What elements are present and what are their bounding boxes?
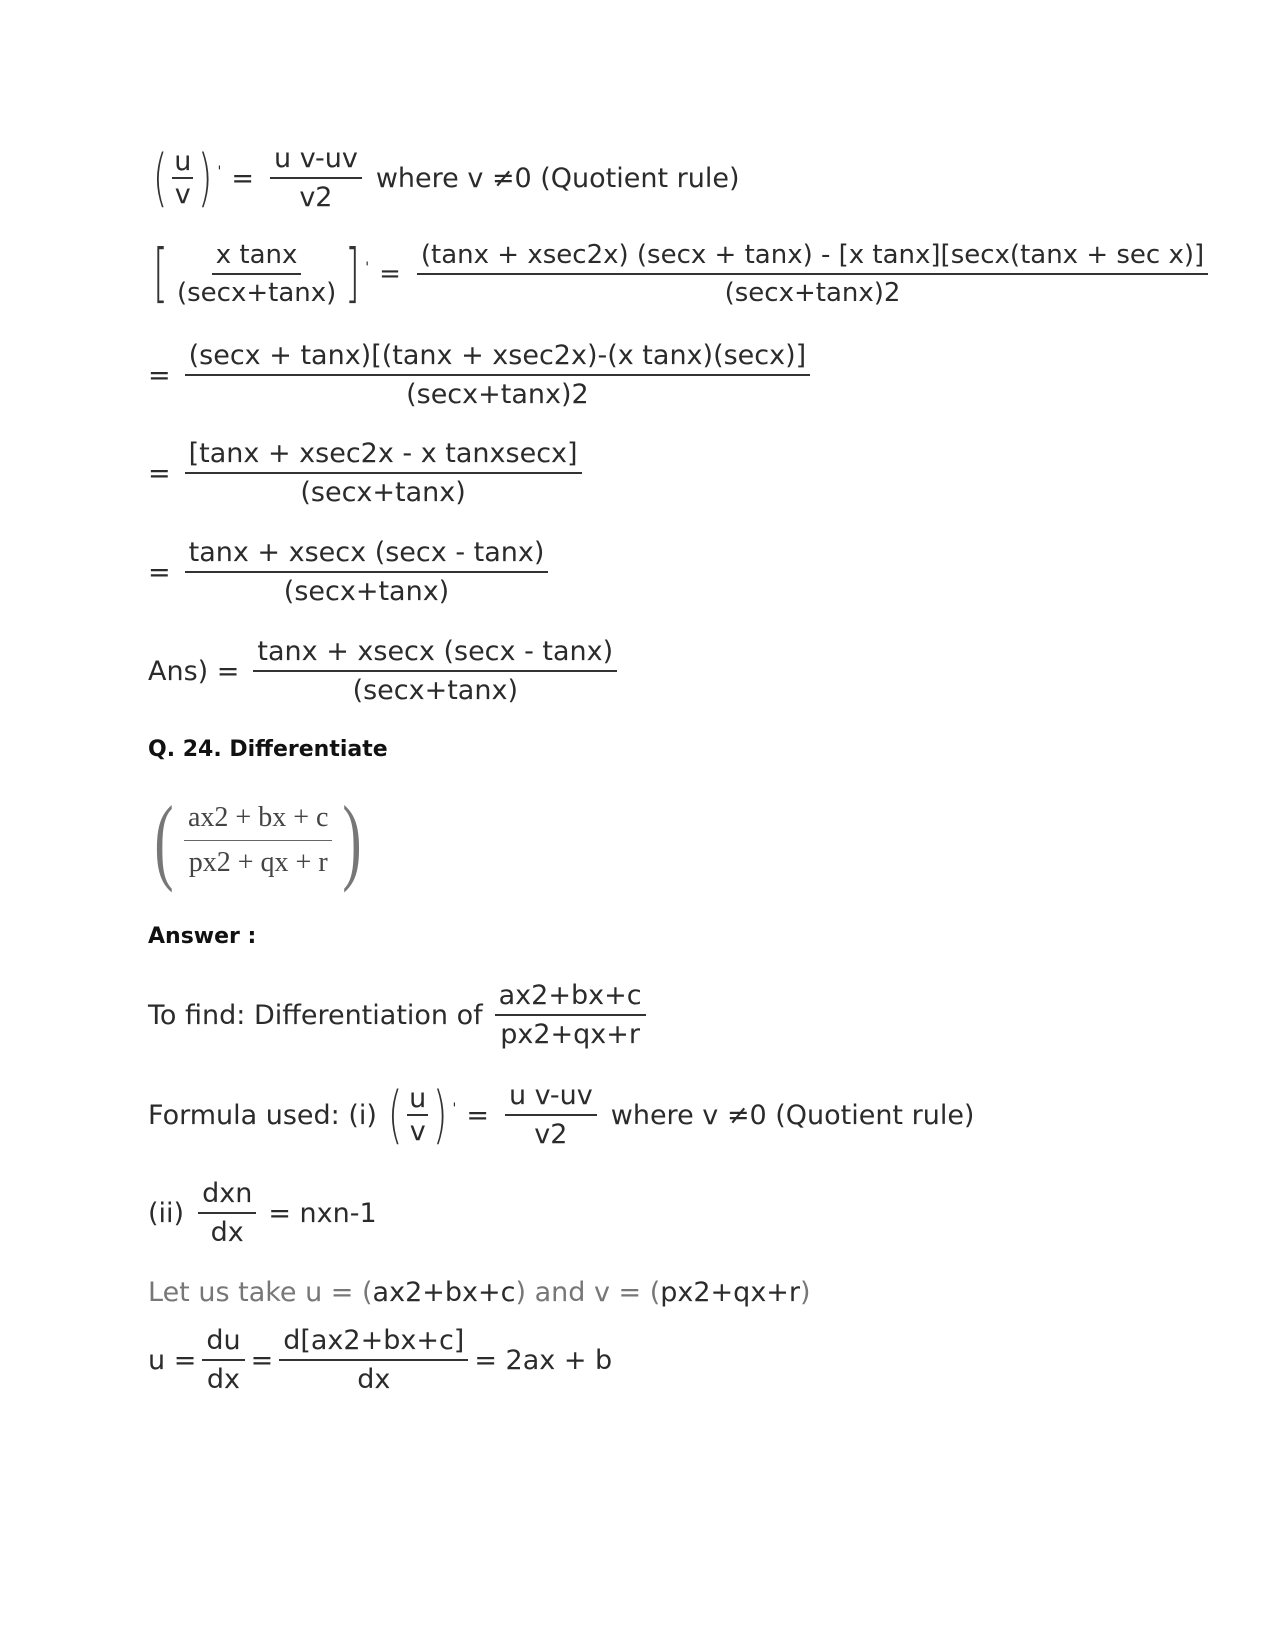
u-prime-lhs: u = <box>148 1344 197 1376</box>
formula1-rhs-numerator: u v-uv <box>505 1080 597 1116</box>
question-numerator: ax2 + bx + c <box>184 802 332 841</box>
let-text-3: ) <box>800 1277 811 1308</box>
to-find-denominator: px2+qx+r <box>500 1019 640 1050</box>
formula1-lhs-numerator: u <box>409 1083 427 1114</box>
question-denominator: px2 + qx + r <box>188 846 328 878</box>
to-find-numerator: ax2+bx+c <box>495 980 646 1016</box>
let-line <box>148 1277 811 1308</box>
formula2-rhs: = nxn-1 <box>268 1197 377 1229</box>
question-heading: Q. 24. Differentiate <box>148 737 388 762</box>
equals-sign: = <box>379 259 401 289</box>
answer-numerator: tanx + xsecx (secx - tanx) <box>253 636 617 672</box>
rhs-numerator: u v-uv <box>270 143 362 179</box>
step3-numerator: [tanx + xsec2x - x tanxsecx] <box>185 438 582 474</box>
formula1-note: where v ≠0 (Quotient rule) <box>610 1099 975 1131</box>
lhs-numerator: u <box>174 146 192 177</box>
equals-sign: = <box>231 162 255 194</box>
quotient-rule-note: where v ≠0 (Quotient rule) <box>375 162 740 194</box>
u-prime-result: = 2ax + b <box>474 1344 613 1376</box>
derivative-step-2 <box>148 340 816 410</box>
derivative-step-4 <box>148 537 554 607</box>
let-text-1: Let us take u = ( <box>148 1277 373 1308</box>
to-find-line <box>148 980 652 1050</box>
derivative-step-3 <box>148 438 588 508</box>
question-expression: ( $\frac{ax2 + bx + c}{px2 + qx + r}$ ) <box>154 786 362 893</box>
formula1-rhs-denominator: v2 <box>534 1119 568 1150</box>
step2-denominator: (secx+tanx)2 <box>406 379 589 410</box>
answer-label: Ans) = <box>148 655 240 687</box>
u-expression: ax2+bx+c <box>372 1277 516 1308</box>
step1-lhs-denominator: (secx+tanx) <box>176 278 337 308</box>
step1-lhs-numerator: x tanx <box>212 240 302 275</box>
quotient-rule-line: ( $\frac{u}{v}$ ) ' = $\frac{\text{u v-uv}}{v2}$ where v ≠0 (Quotient rule) <box>152 141 740 214</box>
answer-line <box>148 636 623 706</box>
equals-sign: = <box>250 1344 274 1376</box>
answer-denominator: (secx+tanx) <box>352 675 518 706</box>
step4-numerator: tanx + xsecx (secx - tanx) <box>185 537 549 573</box>
u-prime-line <box>148 1325 612 1395</box>
step4-denominator: (secx+tanx) <box>283 576 450 607</box>
v-expression: px2+qx+r <box>660 1277 801 1308</box>
derivative-numerator: d[ax2+bx+c] <box>279 1325 468 1361</box>
to-find-label: To find: Differentiation of <box>148 999 483 1031</box>
step3-denominator: (secx+tanx) <box>300 477 466 508</box>
formula1-lhs-denominator: v <box>409 1116 426 1147</box>
equals-sign: = <box>466 1099 489 1131</box>
formula-quotient-rule: Formula used: (i) ( $\frac{u}{v}$ ) ' = $\frac{\text{u v-uv}}{v2}$ where v ≠0 (Quotient rule) <box>148 1078 975 1151</box>
answer-heading: Answer : <box>148 924 257 949</box>
step1-rhs-denominator: (secx+tanx)2 <box>724 278 901 308</box>
rhs-denominator: v2 <box>299 182 333 213</box>
formula-power-rule <box>148 1178 377 1248</box>
let-text-2: ) and v = ( <box>515 1277 661 1308</box>
step1-rhs-numerator: (tanx + xsec2x) (secx + tanx) - [x tanx][secx(tanx + sec x)] <box>417 240 1208 275</box>
equals-sign: = <box>148 457 171 489</box>
formula2-label: (ii) <box>148 1197 185 1229</box>
lhs-denominator: v <box>174 179 191 210</box>
formula2-denominator: dx <box>210 1217 244 1248</box>
derivative-denominator: dx <box>357 1364 391 1395</box>
derivative-step-1: [ $\frac{\text{x tanx}}{(\sec x+\tan x)}$ ] ' = $\frac{\text{(tanx + xsec2x) (secx + tanx) - [x tanx][secx(tanx + sec x)]}}{(\sec x+\tan x)2}$ <box>148 240 1214 308</box>
step2-numerator: (secx + tanx)[(tanx + xsec2x)-(x tanx)(secx)] <box>185 340 811 376</box>
formula2-numerator: dxn <box>198 1178 256 1214</box>
dx-denominator: dx <box>206 1364 241 1395</box>
du-numerator: du <box>202 1325 244 1361</box>
equals-sign: = <box>148 556 171 588</box>
formula1-label: Formula used: (i) <box>148 1099 377 1131</box>
equals-sign: = <box>148 359 171 391</box>
